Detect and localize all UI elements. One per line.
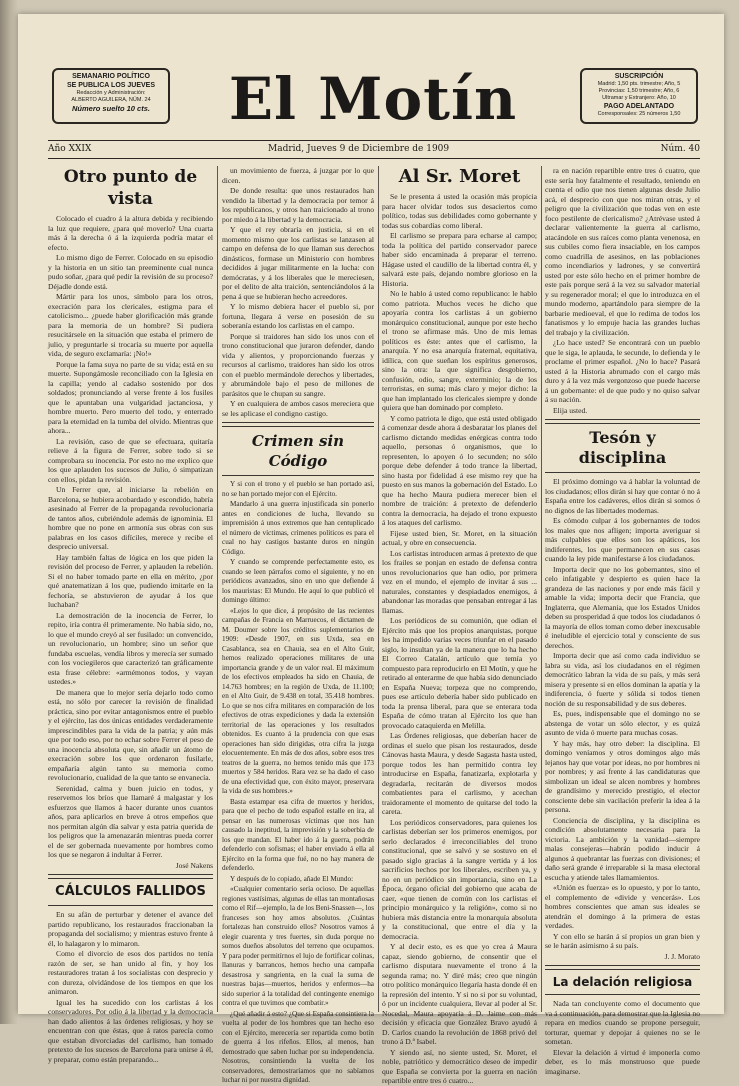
paragraph: ¿Qué añadir á esto? ¿Que si España consintiera la vuelta al poder de los hombres que tan hecho eso con el Ejército, merecería ser repartida como botín de guerra á los rifeños. Ellos, al menos, han demostrado que saben luchar por su independencia. Nosotros, consintiendo la vuelta de los conservadores, demostraríamos que no sabíamos luchar ni por nuestra dignidad.	[222, 1009, 374, 1084]
paragraph: ¿Lo hace usted? Se encontrará con un pueblo que le siga, le aplauda, le secunde, lo defienda y le proclame el primer español. ¿No lo hace? Pasará usted á la Historia abrumado con el cargo más duro y á la vez más vergonzoso que puede hacerse á un gobernante: el de que pudo y no quiso salvar á su nación.	[545, 338, 700, 404]
masthead-left-box	[52, 68, 170, 124]
paragraph: Importa decir que no los gobernantes, sino el celo infatigable y despierto es quien hace la grandeza de las naciones y por ende más fácil y amable la vida; importa decir que Francia, que Inglaterra, que Alemania, que los Estados Unidos deben su prosperidad á que todos los ciudadanos ó la mayoría de ellos toman como deber inexcusable é ineludible el ejercicio total y consciente de sus derechos.	[545, 564, 700, 650]
article-separator	[48, 905, 213, 906]
paragraph: «Lejos lo que dice, á propósito de las recientes campañas de Francia en Marruecos, el dictamen de M. Doumer sobre los créditos suplementarios de 1909: «Desde 1907, en sus Uxda, sea en Casablanca, sea en Chauia, sea en el Alto Guir, hemos realizado operaciones militares de una importancia grande y de un valor real. El máximum de los efectivos empleados ha sido en Chauia, de 14.763 hombres; en la región de Uxda, de 11.100; en el Alto Guir, de 9.438 en total, 35.418 hombres. Lo que se nos cifra militares en comparación de los efectivos de otras expediciones y dada la extensión territorial de las operaciones y los resultados obtenidos. Es cuanto á la prudencia con que esas operaciones han sido dirigidas, otra cifra la juzga elocuentemente. En más de dos años, sobre esos tres teatros de la guerra, no hemos tenido más que 173 muertos y 584 heridos. Rara vez se ha dado el caso de una efectividad que, con éxito mayor, preservara la vida de sus hombres.»	[222, 606, 374, 795]
left-box-line4: ALBERTO AGUILERA, NÚM. 24	[71, 97, 151, 103]
paragraph: Porque la fama suya no parte de su vida; está en su muerte. Supongámosle reconciliado con la Iglesia en la capilla; yendo al cadalso sostenido por dos soldados; pronunciando al verse frente á los fusiles que le apuntaban una vulgaridad jactanciosa, y hombre muerto. Pero muerto del todo, y enterrado para la eternidad en la tumba del olvido. Mientras que ahora...	[48, 359, 213, 435]
masthead	[48, 60, 698, 136]
paragraph: Es, pues, indispensable que el domingo no se abstenga de votar un sólo elector, y es quizá asunto de vida ó muerte para muchas cosas.	[545, 709, 700, 737]
article-heading-moret: Al Sr. Moret	[398, 166, 521, 187]
paragraph: Lo mismo digo de Ferrer. Colocado en su episodio y la historia en un sitio tan preeminente cual nunca pudo soñar, ¿para qué pedir la revisión de su proceso? Déjadle donde está.	[48, 253, 213, 291]
paragraph: Igual les ha sucedido con los carlistas á los conservadores. Por odio á la libertad y la democracia han dado alientos á las órdenes religiosas, y hoy se encuentran con que éstas, que á ratos parecía como que estaban divorciadas del carlismo, han tomado pretexto de los sucesos de Barcelona para unirse á él, y preparar, como están preparando...	[48, 997, 213, 1064]
article-separator	[545, 472, 700, 473]
column-2	[222, 166, 375, 1084]
article-heading-teson: Tesón y disciplina	[578, 428, 667, 467]
paragraph: En su afán de perturbar y detener el avance del partido republicano, los restaurados fraccionaban la propaganda del socialismo; y mientras estuvo frente á él, lo halagaron y lo mimaron.	[48, 910, 213, 948]
column-divider	[378, 166, 379, 1012]
left-box-line3: Redacción y Administración:	[76, 90, 146, 96]
column-1	[48, 166, 213, 1064]
paragraph: Y después de lo copiado, añade El Mundo:	[230, 874, 354, 883]
paragraph: Es cómodo culpar á los gobernantes de todos los males que nos afligen; importa averiguar si más culpables que ellos son los apáticos, los indiferentes, los que permanecen en sus casas cuando la ley pide manifestarse á los ciudadanos.	[545, 516, 700, 563]
paragraph: Y con ello se harán á sí propios un gran bien y se le harán asimismo á su país.	[545, 931, 700, 950]
dateline-rule	[48, 158, 700, 159]
paragraph: Y siendo así, no siente usted, Sr. Moret, el noble, patriótico y democrático deseo de impedir que España se convierta por la guerra en nación repartible entre tres ó cuatro...	[382, 1047, 537, 1085]
paragraph: La demostración de la inocencia de Ferrer, lo repito, iría contra él primeramente. No había sido, no, lo que el mundo creyó al ser fusilado: un convencido, un revolucionario, un hombre; sino un señor que fundaba escuelas, vendía libros y merecía ser sumado con los vociegileros que caracterizó tan gráficamente esta frase célebre: «armémonos todos, y vayan ustedes.»	[48, 610, 213, 686]
column-divider	[541, 166, 542, 1012]
left-box-line5: Número suelto 10 cts.	[72, 104, 150, 113]
right-box-line1: SUSCRIPCIÓN	[614, 73, 664, 80]
article-body	[545, 999, 700, 1076]
right-box-line2: Madrid: 1,50 pts. trimestre; Año, 5	[597, 81, 681, 87]
paragraph: Y si con el trono y el pueblo se han portado así, no se han portado mejor con el Ejército.	[222, 480, 374, 498]
paragraph: Las Órdenes religiosas, que deberían hacer de ordinas el suelo que pisan los restaurados, desde Cánovas hasta Maura, y desde Sagasta hasta usted, porque todos les han permitido contra ley introducirse en España, fanatizarla, explotarla y degradarla, recitarán de diversos modos combatientes para el carlismo, y acechan traidoramente el momento de quitarse del todo la careta.	[382, 731, 537, 816]
article-signature: José Nakens	[175, 860, 213, 870]
paragraph: Y en cualquiera de ambos casos mereciera que se les aplicase el condigno castigo.	[222, 399, 374, 418]
article-separator	[545, 965, 700, 970]
article-heading-otro-punto: Otro punto de vista	[63, 167, 198, 209]
paragraph: Elija usted.	[553, 405, 588, 415]
paragraph: Nada tan concluyente como el documento que va á continuación, para demostrar que la Iglesia no repara en medios cuando se propone perseguir, torturar, quemar y depojar á quienes no se le sometan.	[545, 999, 700, 1046]
paragraph: El carlismo se prepara para echarse al campo; toda la política del partido conservador parece haber sido encaminada á preparar el terreno. Hágase usted el caudillo de la libertad contra él, y salvará este país, dejando nombre glorioso en la Historia.	[382, 231, 537, 288]
paragraph: Y cuando se comprende perfectamente esto, es cuando se leen párrafos como el siguiente, y no en periódicos avanzados, sino en uno que defiende á los mauristas: El Mundo. He aquí lo que publicó el domingo último:	[222, 558, 374, 604]
paragraph: Fíjese usted bien, Sr. Moret, en la situación actual, y obre en consecuencia.	[382, 528, 537, 547]
paragraph: El próximo domingo va á hablar la voluntad de los ciudadanos; ellos dirán si hay que contar ó no á España entre los cadáveres, ellos dirán si somos ó no dignos de las libertades modernas.	[545, 477, 700, 515]
paragraph: Y como patriota le digo, que está usted obligado á comenzar desde ahora á desbaratar los planes del carlismo dictando medidas enérgicas contra todo aquello, personas ó organismos, que lo representen, lo apoyen ó lo secunden; no sólo porque debe defender á todo trance la libertad, sino hasta por fidelidad á ese mismo rey que ha puesto en sus manos la gobernación del Estado. Lo que ha hecho Maura pudiera merecer bien el nombre de traición: á pretexto de defenderlo contra la democracia, ha dejado el trono expuesto á los ataques del carlismo.	[382, 413, 538, 527]
left-box-line2: SE PUBLICA LOS JUEVES	[66, 82, 156, 89]
article-separator	[222, 422, 374, 427]
right-box-line4: Ultramar y Extranjero: Año, 10	[602, 95, 676, 101]
masthead-right-box	[580, 68, 698, 124]
dateline-number: Núm. 40	[660, 144, 700, 154]
article-body	[222, 166, 374, 418]
article-separator	[545, 419, 700, 424]
article-heading-crimen: Crimen sin Código	[251, 432, 345, 470]
article-body	[382, 192, 537, 1086]
paragraph: Los periódicos de su comunión, que odian el Ejército más que los propios anarquistas, porque les ha impedido varias veces triunfar en el pasado siglo, lo insultan ya de la manera que lo ha hecho El Correo Catalán, artículo que temía yo compuesto para reproducirlo en El Motín, y que he retirado al enterarme de que había sido denunciado en España Nueva; torpeza que no comprendo, pues ese artículo debería haber sido publicado en toda la prensa liberal, para que se enterara toda España de cómo tratan al Ejército los que han provocado cataquierda en Melilla.	[382, 616, 537, 730]
left-box-line1: SEMANARIO POLÍTICO	[72, 73, 150, 80]
paragraph: La revisión, caso de que se efectuara, quitaría relieve á la figura de Ferrer, sobre todo si se comprobara su inocencia. Por esto no me explico que los que aplauden los sucesos de Julio, ó simpatizan con ellos, pidan la revisión.	[48, 436, 213, 484]
newspaper-page	[18, 14, 724, 1085]
paragraph: Los carlistas introducen armas á pretexto de que los frailes se ponjan en estado de defensa contra unos revolucionarios que han odio, por primera vez en el mundo, el ejemplo de invitar á sus ... naturales, constantes y despiadados enemigos, á abandonar las moradas que pensaban entregar á las llamas.	[382, 548, 537, 615]
article-signature: J. J. Morato	[664, 951, 700, 961]
article-separator	[222, 475, 374, 476]
right-box-line6: Corresponsales: 25 números 1,50	[597, 111, 681, 117]
paragraph: De manera que lo mejor sería dejarlo todo como está, no sólo por carecer la revisión de finalidad práctica, sino por evitar antagonismos entre el pueblo y el ejército, las dos únicas entidades verdaderamente imprescindibles para la vida de la patria; y aún más que por todo eso, por no echar sobre Ferrer el peso de una inocencia absoluta que, sin añadir un átomo de execración sobre los que ordenaron fusilarle, empañaría algún tanto su memoria como revolucionario, cualidad de la que tanto se envanecía.	[48, 687, 213, 782]
column-4	[545, 166, 700, 1076]
article-body	[545, 166, 700, 415]
column-divider	[217, 166, 218, 1012]
paragraph: «Cualquier comentario sería ocioso. De aquellas regiones vastísimas, algunas de ellas tan montañosas como el Rif—ejemplo, la de los Beni-Snassen—, los franceses son hoy amos absolutos. ¿Cuántas fortalezas han construido ellos? Nosotros vamos á elegir cuarenta y tres fuertes, sin duda porque no somos dueños absolutos del terreno que ocupamos. Y para poder permitírnos el lujo de fortificar colinas, llanuras y barrancos, hemos hecho una campaña desastrosa y sangrienta, en la cual la suma de nuestras bajas—muertos, heridos y enfermos—ha sido superior á la totalidad del contingente enemigo contra el que tuvimos que combatir.»	[222, 885, 375, 1007]
column-3	[382, 166, 538, 1085]
paragraph: Un Ferrer que, al iniciarse la rebelión en Barcelona, se hubiera acobardado y escondido, habría asesinado al Ferrer de la propaganda revolucionaria de tantos años, cubriéndole además de ignominia. El hombre que no pone en armonía sus obras con sus palabras en los casos difíciles, merece y recibe el desprecio universal.	[48, 485, 213, 551]
paragraph: Serenidad, calma y buen juicio en todos, y reservemos los bríos que llamaré á malgastar y los esfuerzos que llamos á hacer durante unos cuantos años, para aplicarlos en breve á otros empeños que nos permitan algún día salvar y esta patria querida de los peligros que la amenazarán mientras pueda correr el de ser gobernada nuevamente por hombres como los que se negaron á indultar á Ferrer.	[48, 783, 213, 859]
paragraph: ra en nación repartible entre tres ó cuatro, que este sería hoy fatalmente el resultado, teniendo en cuenta el odio que nos tienen algunas desde Julio acá, el desprecio con que nos miran otras, y el peligro que la civilización que todas ven en este foco pestilente de clericalismo? ¿Atrévase usted á declarar valientemente la guerra al carlismo, atacándole en sus raíces como planta venenosa, en sus cubiles como fiera insaciable, en los campos como cuadrilla de asesinos, en las poblaciones como incendiarios y ladrones, y se convertirá usted por este sólo hecho en el primer hombre de este país porque será á la vez su salvador material y su regenerador moral; el que lo introduzca en el mundo moderno, apartándolo para siempre de la barbarie medioeval, el que lo redima de todos los fanatismos y lo empuje hacia las grandes luchas del trabajo y la civilización.	[545, 166, 700, 337]
paragraph: Y al decir esto, es es que yo crea á Maura capaz, siendo gobierno, de consentir que el carlismo disputara nuevamente el trono á la segunda rama; no. Y diré más; creo que ningún otro político monárquico llegaría hasta donde él en la represión del intento. Y si no si por su voluntad, ó por un incidente cualquiera, llevar al poder al Sr. Nocedal, Maura apoyaría á D. Jaime con más decisión y eficacia que González Bravo ayudó á D. Carlos cuando la revolución de 1868 privó del trono á D.ª Isabel.	[382, 942, 537, 1046]
article-body	[48, 910, 213, 1064]
paragraph: Porque si traidores han sido los unos con el trono constitucional que juraron defender, dando vida y alientos, y proporcionando fuerzas y recursos al carlismo, traidores han sido los otros con el pueblo mermándole derechos y libertades, y abrumándole bajo el peso de millones de parásitos que le chupan su sangre.	[222, 331, 374, 398]
article-body	[48, 214, 213, 860]
paragraph: Los periódicos conservadores, para quienes los carlistas deberían ser los primeros enemigos, por serlo declarados é irreconciliables del trono constitucional, que se salvó y se sostuvo en el pasado siglo gracias á la sangre vertida y á los sacrificios hechos por los liberales, escriben ya, y no en un periódico sin importancia, sino en La Época, órgano oficial del gobierno que acaba de caer, «que tienen de común con los carlistas el principio monárquico y la religión», como si no hubiera más distancia entre la monarquía absoluta y la constitucional, que entre el día y la democracia.	[382, 817, 537, 941]
paragraph: Importa decir que así como cada individuo se labra su vida, así los ciudadanos en el régimen democrático labran la vida de su país, y más será misera y presente si en ellos dominan la apatía y la indiferencia, ó fuerte y sólida si todos tienen noción de su responsabilidad y de sus deberes.	[545, 651, 700, 708]
paragraph: De donde resulta: que unos restaurados han vendido la libertad y la democracia por temor á los republicanos, y otros han traicionado al trono por miedo á la libertad y la democracia.	[222, 186, 374, 224]
paragraph: Y lo mismo debiera hacer el pueblo si, por fortuna, llegara á verse en posesión de su soberanía estando los carlistas en el campo.	[222, 302, 374, 330]
dateline-year: Año XXIX	[48, 144, 92, 154]
paragraph: Conciencia de disciplina, y la disciplina es condición absolutamente necesaria para la victoria. La ambición y la vanidad—siempre malas consejeras—habrán podido inducir á algunos á quebrantar las fuerzas con divisiones; el daño será grande é irreparable si la masa electoral escucha y atiende tales llamamientos.	[545, 815, 700, 882]
paragraph: Elevar la delación á virtud é imponerla como deber, es lo más monstruoso que puede imaginarse.	[545, 1047, 700, 1076]
paragraph: un movimiento de fuerza, á juzgar por lo que dicen.	[222, 166, 374, 185]
article-heading-calculos: CÁLCULOS FALLIDOS	[55, 884, 206, 899]
paragraph: Se le presenta á usted la ocasión más propicia para hacer olvidar todos sus desaciertos como político, todas sus debilidades como gobernante y todas sus cobardías como liberal.	[382, 192, 537, 230]
right-box-line3: Provincias: 1,50 trimestre; Año, 6	[598, 88, 680, 94]
paragraph: Y que el rey obraría en justicia, si en el momento mismo que los carlistas se lanzasen al campo en defensa de lo que llaman sus derechos dinásticos, formase un Ministerio con hombres decididos á jugar militarmente en la lucha: con demócratas, y á los liberales que le mereciesen, por el delito de alta traición, sentenciándolos á la pena á que se hubieran hecho acreedores.	[222, 225, 374, 301]
paragraph: Colocado el cuadro á la altura debida y recibiendo la luz que requiere, ¿para qué moverlo? Una cuarta más á la derecha ó á la izquierda podría matar el efecto.	[48, 214, 213, 252]
newspaper-title: El Motín	[228, 65, 518, 133]
masthead-rule	[48, 140, 700, 141]
article-separator	[545, 994, 700, 995]
article-body	[222, 480, 374, 1086]
paragraph: Hay también faltas de lógica en los que piden la revisión del proceso de Ferrer, y aplauden la rebelión. Si el no haber tomado parte en ella en mérito, ¿por qué anatematizan á los que, pudiendo imitarle en la fechoría, se abstuvieron de ayudar á los que luchaban?	[48, 552, 213, 609]
binding-spine	[0, 0, 18, 1024]
dateline-date: Madrid, Jueves 9 de Diciembre de 1909	[268, 144, 450, 154]
article-heading-delacion: La delación religiosa	[552, 975, 693, 989]
paragraph: Mandarlo á una guerra injustificada sin ponerlo antes en condiciones de lucha, llevando su impremisión á unos extremos que han centuplicado el número de víctimas, crímenes políticos es para el cual no hay castigos bastante duros en ningún Código.	[222, 500, 374, 556]
paragraph: Y hay más, hay otro deber: la disciplina. El domingo veníamos y otros domingos algo más lejanos hay que votar por ideas, no por hombres ni por nombres; y así frente á las candidaturas que simbolizan un ideal se alcen nombres y hombres de grandísimo y merecido prestigio, el elector consciente debe sin vacilación preferir la idea á la persona.	[545, 738, 700, 814]
paragraph: «Unión es fuerza» es lo opuesto, y por lo tanto, el complemento de «divide y vencerás». Los hombres conscientes que aman sus ideales se atendrán el domingo á la primera de estas verdades.	[545, 883, 700, 930]
paragraph: Basta estampar esa cifra de muertos y heridos, para que el pecho de todo español estalle en ira, al pensar en las numerosas víctimas que nos han causado la ineptitud, la imprevisión y la soberbia de los que mandan. El haber ido á la guerra, podrán defenderlo con sofismas; el haber enviado á ella al Ejército en la forma que fué, no no hay manera de defenderlo.	[222, 797, 374, 872]
article-separator	[48, 874, 213, 879]
paragraph: Mártir para los unos, símbolo para los otros, execración para los clericales, estigma para el catolicismo... ¿puede haber glorificación más grande para la memoria de un hombre? Si pudiera resucitársele en la situación que estaba el primero de julio, y preguntarle si trocaría su muerte por aquella vida, de seguro exclamaría: ¡No!»	[48, 292, 213, 358]
right-box-line5: PAGO ADELANTADO	[603, 103, 675, 110]
article-body	[545, 477, 700, 951]
paragraph: No le hablo á usted como republicano: le hablo como patriota. Muchos veces he dicho que apoyaría contra los carlistas á un gobierno monárquico constitucional, aunque por este hecho el trono se afirmase más. Uno de mis lemas políticos es éste: antes que el carlismo, la anarquía. Y no esa anarquía fraternal, equitativa, idílica, con que sueñan los espíritus generosos, sino la otra: la que significa desgobierno, confusión, odio, sangre, exterminio; la de los terroristas, en suma; más claro y mejor dicho: la que han implantado los clericales siempre y donde quiera que han dominado por completo.	[382, 289, 537, 412]
paragraph: Como el divorcio de esos dos partidos no tenía razón de ser, se han unido al fin, y hoy los restauradores tratan á los socialistas con desprecio y con dureza, olvidándose de los tiempos en que los animaron.	[48, 949, 213, 996]
